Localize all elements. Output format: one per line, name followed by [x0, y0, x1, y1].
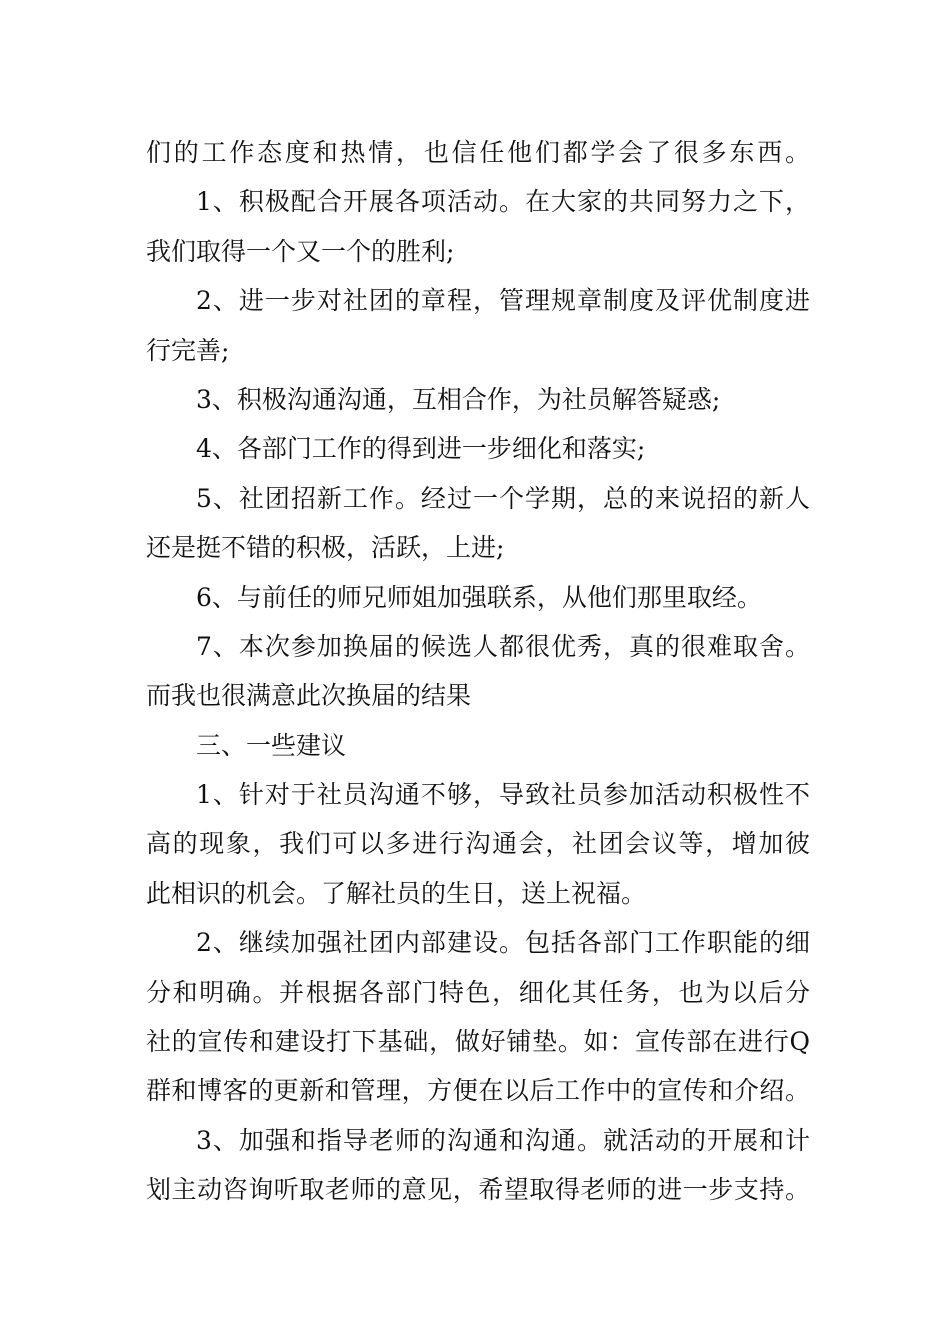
text-line: 们的工作态度和热情，也信任他们都学会了很多东西。 [146, 138, 810, 167]
text-line: 划主动咨询听取老师的意见，希望取得老师的进一步支持。 [146, 1175, 810, 1205]
list-item-line: 1、积极配合开展各项活动。在大家的共同努力之下， [196, 187, 810, 217]
text-line: 我们取得一个又一个的胜利; [146, 236, 455, 266]
text-line: 分和明确。并根据各部门特色，细化其任务，也为以后分 [146, 977, 810, 1007]
list-item-line: 7、本次参加换届的候选人都很优秀，真的很难取舍。 [196, 631, 810, 661]
text-line: 群和博客的更新和管理，方便在以后工作中的宣传和介绍。 [146, 1076, 810, 1106]
list-item-line: 5、社团招新工作。经过一个学期，总的来说招的新人 [196, 483, 810, 513]
list-item-line: 3、积极沟通沟通，互相合作，为社员解答疑惑; [196, 384, 721, 414]
text-line: 行完善; [146, 335, 230, 365]
text-line: 而我也很满意此次换届的结果 [146, 681, 472, 711]
text-line: 还是挺不错的积极，活跃，上进; [146, 533, 505, 563]
text-line: 社的宣传和建设打下基础，做好铺垫。如：宣传部在进行Q [146, 1027, 810, 1057]
list-item-line: 6、与前任的师兄师姐加强联系，从他们那里取经。 [196, 582, 762, 612]
text-line: 高的现象，我们可以多进行沟通会，社团会议等，增加彼 [146, 829, 810, 859]
section-heading: 三、一些建议 [196, 730, 347, 760]
list-item-line: 2、进一步对社团的章程，管理规章制度及评优制度进 [196, 286, 810, 316]
list-item-line: 4、各部门工作的得到进一步细化和落实; [196, 434, 646, 464]
document-body [146, 128, 810, 1215]
text-line: 此相识的机会。了解社员的生日，送上祝福。 [146, 878, 647, 908]
list-item-line: 2、继续加强社团内部建设。包括各部门工作职能的细 [196, 928, 810, 958]
list-item-line: 1、针对于社员沟通不够，导致社员参加活动积极性不 [196, 780, 810, 810]
list-item-line: 3、加强和指导老师的沟通和沟通。就活动的开展和计 [196, 1125, 810, 1155]
